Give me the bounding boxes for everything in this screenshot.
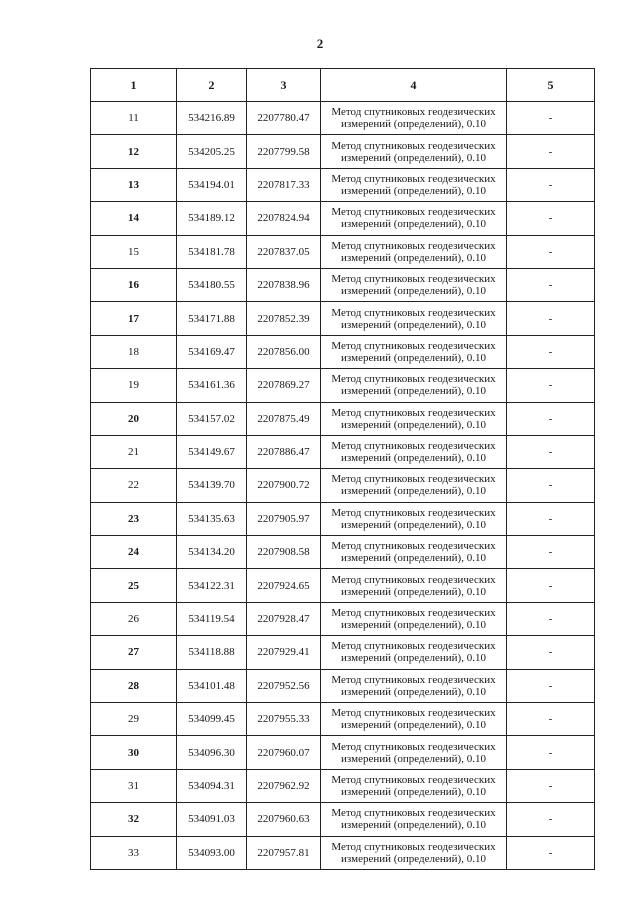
point-number-cell: 31 bbox=[91, 769, 177, 802]
method-line-2: измерений (определений), 0.10 bbox=[341, 285, 486, 298]
method-line-1: Метод спутниковых геодезических bbox=[331, 406, 496, 419]
y-coordinate-cell: 2207952.56 bbox=[247, 669, 321, 702]
table-header-row bbox=[91, 69, 595, 102]
table-row bbox=[91, 502, 595, 535]
method-cell bbox=[321, 569, 507, 602]
header-col-5: 5 bbox=[507, 69, 595, 102]
column-5-cell: - bbox=[507, 435, 595, 468]
method-cell bbox=[321, 736, 507, 769]
method-cell bbox=[321, 302, 507, 335]
y-coordinate-cell: 2207908.58 bbox=[247, 536, 321, 569]
x-coordinate-cell: 534171.88 bbox=[177, 302, 247, 335]
column-5-cell: - bbox=[507, 502, 595, 535]
method-cell bbox=[321, 669, 507, 702]
method-cell bbox=[321, 803, 507, 836]
header-col-4: 4 bbox=[321, 69, 507, 102]
x-coordinate-cell: 534161.36 bbox=[177, 369, 247, 402]
x-coordinate-cell: 534189.12 bbox=[177, 202, 247, 235]
method-line-1: Метод спутниковых геодезических bbox=[331, 139, 496, 152]
method-line-2: измерений (определений), 0.10 bbox=[341, 485, 486, 498]
table-row bbox=[91, 536, 595, 569]
method-line-1: Метод спутниковых геодезических bbox=[331, 440, 496, 453]
method-line-1: Метод спутниковых геодезических bbox=[331, 106, 496, 119]
method-line-1: Метод спутниковых геодезических bbox=[331, 206, 496, 219]
x-coordinate-cell: 534149.67 bbox=[177, 435, 247, 468]
x-coordinate-cell: 534216.89 bbox=[177, 102, 247, 135]
method-line-2: измерений (определений), 0.10 bbox=[341, 852, 486, 865]
method-line-2: измерений (определений), 0.10 bbox=[341, 552, 486, 565]
x-coordinate-cell: 534139.70 bbox=[177, 469, 247, 502]
method-line-1: Метод спутниковых геодезических bbox=[331, 540, 496, 553]
method-line-2: измерений (определений), 0.10 bbox=[341, 251, 486, 264]
point-number-cell: 28 bbox=[91, 669, 177, 702]
point-number-cell: 32 bbox=[91, 803, 177, 836]
method-line-2: измерений (определений), 0.10 bbox=[341, 819, 486, 832]
point-number-cell: 21 bbox=[91, 435, 177, 468]
method-cell bbox=[321, 469, 507, 502]
x-coordinate-cell: 534091.03 bbox=[177, 803, 247, 836]
table-row bbox=[91, 235, 595, 268]
y-coordinate-cell: 2207924.65 bbox=[247, 569, 321, 602]
y-coordinate-cell: 2207817.33 bbox=[247, 168, 321, 201]
table-row bbox=[91, 736, 595, 769]
header-col-1: 1 bbox=[91, 69, 177, 102]
point-number-cell: 30 bbox=[91, 736, 177, 769]
column-5-cell: - bbox=[507, 736, 595, 769]
method-line-2: измерений (определений), 0.10 bbox=[341, 418, 486, 431]
method-cell bbox=[321, 369, 507, 402]
table-row bbox=[91, 335, 595, 368]
y-coordinate-cell: 2207957.81 bbox=[247, 836, 321, 869]
x-coordinate-cell: 534093.00 bbox=[177, 836, 247, 869]
y-coordinate-cell: 2207955.33 bbox=[247, 703, 321, 736]
x-coordinate-cell: 534205.25 bbox=[177, 135, 247, 168]
method-line-2: измерений (определений), 0.10 bbox=[341, 151, 486, 164]
method-line-2: измерений (определений), 0.10 bbox=[341, 218, 486, 231]
y-coordinate-cell: 2207960.07 bbox=[247, 736, 321, 769]
y-coordinate-cell: 2207962.92 bbox=[247, 769, 321, 802]
x-coordinate-cell: 534181.78 bbox=[177, 235, 247, 268]
y-coordinate-cell: 2207900.72 bbox=[247, 469, 321, 502]
method-cell bbox=[321, 202, 507, 235]
method-line-1: Метод спутниковых геодезических bbox=[331, 807, 496, 820]
table-row bbox=[91, 836, 595, 869]
column-5-cell: - bbox=[507, 335, 595, 368]
x-coordinate-cell: 534122.31 bbox=[177, 569, 247, 602]
point-number-cell: 14 bbox=[91, 202, 177, 235]
method-line-1: Метод спутниковых геодезических bbox=[331, 373, 496, 386]
method-cell bbox=[321, 435, 507, 468]
x-coordinate-cell: 534119.54 bbox=[177, 602, 247, 635]
method-cell bbox=[321, 135, 507, 168]
column-5-cell: - bbox=[507, 836, 595, 869]
method-cell bbox=[321, 335, 507, 368]
column-5-cell: - bbox=[507, 202, 595, 235]
x-coordinate-cell: 534169.47 bbox=[177, 335, 247, 368]
table-row bbox=[91, 703, 595, 736]
point-number-cell: 23 bbox=[91, 502, 177, 535]
method-line-2: измерений (определений), 0.10 bbox=[341, 452, 486, 465]
x-coordinate-cell: 534180.55 bbox=[177, 268, 247, 301]
method-line-1: Метод спутниковых геодезических bbox=[331, 607, 496, 620]
method-line-1: Метод спутниковых геодезических bbox=[331, 740, 496, 753]
method-line-1: Метод спутниковых геодезических bbox=[331, 306, 496, 319]
table-row bbox=[91, 202, 595, 235]
method-line-1: Метод спутниковых геодезических bbox=[331, 239, 496, 252]
column-5-cell: - bbox=[507, 536, 595, 569]
y-coordinate-cell: 2207929.41 bbox=[247, 636, 321, 669]
point-number-cell: 33 bbox=[91, 836, 177, 869]
point-number-cell: 16 bbox=[91, 268, 177, 301]
x-coordinate-cell: 534118.88 bbox=[177, 636, 247, 669]
column-5-cell: - bbox=[507, 402, 595, 435]
column-5-cell: - bbox=[507, 168, 595, 201]
column-5-cell: - bbox=[507, 669, 595, 702]
method-line-1: Метод спутниковых геодезических bbox=[331, 172, 496, 185]
method-cell bbox=[321, 235, 507, 268]
method-line-2: измерений (определений), 0.10 bbox=[341, 652, 486, 665]
y-coordinate-cell: 2207838.96 bbox=[247, 268, 321, 301]
method-line-2: измерений (определений), 0.10 bbox=[341, 184, 486, 197]
table-row bbox=[91, 402, 595, 435]
table-row bbox=[91, 803, 595, 836]
x-coordinate-cell: 534094.31 bbox=[177, 769, 247, 802]
method-line-2: измерений (определений), 0.10 bbox=[341, 585, 486, 598]
point-number-cell: 12 bbox=[91, 135, 177, 168]
method-cell bbox=[321, 769, 507, 802]
column-5-cell: - bbox=[507, 602, 595, 635]
point-number-cell: 18 bbox=[91, 335, 177, 368]
method-line-2: измерений (определений), 0.10 bbox=[341, 118, 486, 131]
column-5-cell: - bbox=[507, 135, 595, 168]
point-number-cell: 29 bbox=[91, 703, 177, 736]
point-number-cell: 26 bbox=[91, 602, 177, 635]
method-cell bbox=[321, 636, 507, 669]
column-5-cell: - bbox=[507, 369, 595, 402]
table-row bbox=[91, 268, 595, 301]
y-coordinate-cell: 2207824.94 bbox=[247, 202, 321, 235]
method-line-1: Метод спутниковых геодезических bbox=[331, 640, 496, 653]
table-row bbox=[91, 102, 595, 135]
y-coordinate-cell: 2207875.49 bbox=[247, 402, 321, 435]
column-5-cell: - bbox=[507, 703, 595, 736]
column-5-cell: - bbox=[507, 469, 595, 502]
table-row bbox=[91, 569, 595, 602]
x-coordinate-cell: 534099.45 bbox=[177, 703, 247, 736]
y-coordinate-cell: 2207780.47 bbox=[247, 102, 321, 135]
method-line-2: измерений (определений), 0.10 bbox=[341, 351, 486, 364]
x-coordinate-cell: 534135.63 bbox=[177, 502, 247, 535]
method-line-2: измерений (определений), 0.10 bbox=[341, 752, 486, 765]
method-line-1: Метод спутниковых геодезических bbox=[331, 273, 496, 286]
method-line-2: измерений (определений), 0.10 bbox=[341, 318, 486, 331]
method-line-1: Метод спутниковых геодезических bbox=[331, 473, 496, 486]
method-cell bbox=[321, 268, 507, 301]
column-5-cell: - bbox=[507, 268, 595, 301]
point-number-cell: 19 bbox=[91, 369, 177, 402]
y-coordinate-cell: 2207852.39 bbox=[247, 302, 321, 335]
method-cell bbox=[321, 602, 507, 635]
method-cell bbox=[321, 502, 507, 535]
point-number-cell: 20 bbox=[91, 402, 177, 435]
table-row bbox=[91, 135, 595, 168]
table-row bbox=[91, 168, 595, 201]
point-number-cell: 25 bbox=[91, 569, 177, 602]
method-line-2: измерений (определений), 0.10 bbox=[341, 719, 486, 732]
header-col-3: 3 bbox=[247, 69, 321, 102]
method-line-1: Метод спутниковых геодезических bbox=[331, 339, 496, 352]
method-line-1: Метод спутниковых геодезических bbox=[331, 673, 496, 686]
table-row bbox=[91, 669, 595, 702]
point-number-cell: 11 bbox=[91, 102, 177, 135]
method-line-2: измерений (определений), 0.10 bbox=[341, 786, 486, 798]
method-line-1: Метод спутниковых геодезических bbox=[331, 573, 496, 586]
x-coordinate-cell: 534157.02 bbox=[177, 402, 247, 435]
method-line-1: Метод спутниковых геодезических bbox=[331, 506, 496, 519]
point-number-cell: 24 bbox=[91, 536, 177, 569]
point-number-cell: 17 bbox=[91, 302, 177, 335]
page-number: 2 bbox=[316, 36, 324, 51]
x-coordinate-cell: 534101.48 bbox=[177, 669, 247, 702]
method-line-1: Метод спутниковых геодезических bbox=[331, 840, 496, 853]
y-coordinate-cell: 2207856.00 bbox=[247, 335, 321, 368]
point-number-cell: 13 bbox=[91, 168, 177, 201]
point-number-cell: 22 bbox=[91, 469, 177, 502]
method-line-2: измерений (определений), 0.10 bbox=[341, 685, 486, 698]
y-coordinate-cell: 2207928.47 bbox=[247, 602, 321, 635]
x-coordinate-cell: 534096.30 bbox=[177, 736, 247, 769]
method-cell bbox=[321, 102, 507, 135]
column-5-cell: - bbox=[507, 235, 595, 268]
method-cell bbox=[321, 703, 507, 736]
method-cell bbox=[321, 402, 507, 435]
method-line-1: Метод спутниковых геодезических bbox=[331, 774, 496, 786]
y-coordinate-cell: 2207837.05 bbox=[247, 235, 321, 268]
table-row bbox=[91, 602, 595, 635]
column-5-cell: - bbox=[507, 569, 595, 602]
header-col-2: 2 bbox=[177, 69, 247, 102]
table-row bbox=[91, 469, 595, 502]
coordinates-table bbox=[90, 68, 595, 870]
column-5-cell: - bbox=[507, 636, 595, 669]
method-cell bbox=[321, 836, 507, 869]
method-line-2: измерений (определений), 0.10 bbox=[341, 619, 486, 632]
y-coordinate-cell: 2207799.58 bbox=[247, 135, 321, 168]
table-row bbox=[91, 636, 595, 669]
y-coordinate-cell: 2207905.97 bbox=[247, 502, 321, 535]
point-number-cell: 27 bbox=[91, 636, 177, 669]
table-row bbox=[91, 369, 595, 402]
column-5-cell: - bbox=[507, 803, 595, 836]
method-cell bbox=[321, 168, 507, 201]
table-body bbox=[91, 102, 595, 870]
method-line-2: измерений (определений), 0.10 bbox=[341, 518, 486, 531]
column-5-cell: - bbox=[507, 769, 595, 802]
point-number-cell: 15 bbox=[91, 235, 177, 268]
method-cell bbox=[321, 536, 507, 569]
y-coordinate-cell: 2207960.63 bbox=[247, 803, 321, 836]
table-row bbox=[91, 435, 595, 468]
x-coordinate-cell: 534134.20 bbox=[177, 536, 247, 569]
method-line-2: измерений (определений), 0.10 bbox=[341, 385, 486, 398]
method-line-1: Метод спутниковых геодезических bbox=[331, 707, 496, 720]
table-row bbox=[91, 302, 595, 335]
table-row bbox=[91, 769, 595, 802]
y-coordinate-cell: 2207869.27 bbox=[247, 369, 321, 402]
y-coordinate-cell: 2207886.47 bbox=[247, 435, 321, 468]
column-5-cell: - bbox=[507, 102, 595, 135]
x-coordinate-cell: 534194.01 bbox=[177, 168, 247, 201]
column-5-cell: - bbox=[507, 302, 595, 335]
